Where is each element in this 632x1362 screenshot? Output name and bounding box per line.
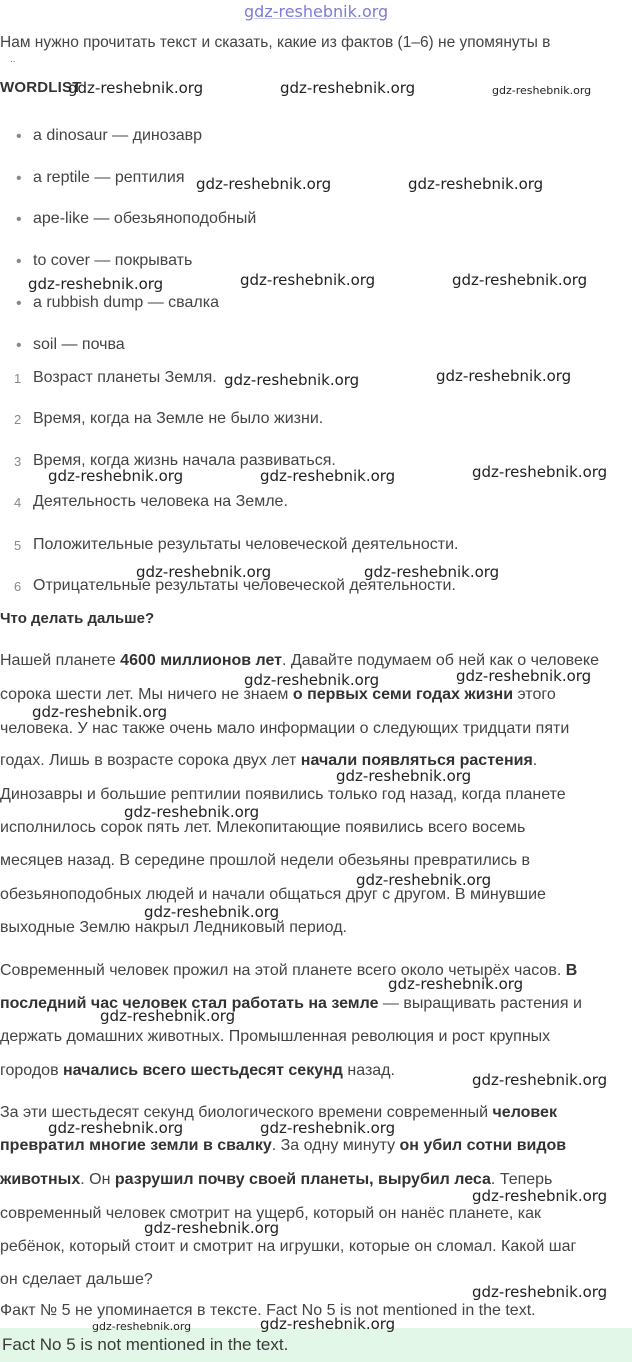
fact-number: 2 (14, 412, 22, 427)
watermark: gdz-reshebnik.org (224, 371, 360, 389)
text-line: обезьяноподобных людей и начали общаться друг с другом. В минувшие (0, 886, 546, 903)
watermark: gdz-reshebnik.org (456, 667, 592, 685)
watermark: gdz-reshebnik.org (472, 463, 608, 481)
text-line: выходные Землю накрыл Ледниковый период. (0, 919, 347, 936)
answer-line: Факт № 5 не упоминается в тексте. Fact No 5 is not mentioned in the text. (0, 1302, 536, 1319)
watermark: gdz-reshebnik.org (144, 903, 280, 921)
bullet-icon: • (16, 337, 22, 354)
section-heading: Что делать дальше? (0, 610, 155, 627)
watermark: gdz-reshebnik.org (260, 467, 396, 485)
fact-item: Деятельность человека на Земле. (33, 493, 288, 510)
watermark: gdz-reshebnik.org (244, 671, 380, 689)
text-line: ребёнок, который стоит и смотрит на игрушки, которые он сломал. Какой шаг (0, 1238, 577, 1255)
watermark: gdz-reshebnik.org (260, 1315, 396, 1333)
text-line: он сделает дальше? (0, 1271, 153, 1288)
wordlist-heading: WORDLIST (0, 79, 82, 96)
fact-number: 5 (14, 538, 22, 553)
wordlist-item: a rubbish dump — свалка (33, 294, 219, 311)
text-line: городов начались всего шестьдесят секунд назад. (0, 1062, 395, 1079)
text-line: превратил многие земли в свалку. За одну минуту он убил сотни видов (0, 1137, 567, 1154)
bullet-icon: • (16, 211, 22, 228)
fact-item: Отрицательные результаты человеческой деятельности. (33, 577, 456, 594)
answer-box (0, 1328, 632, 1362)
watermark: gdz-reshebnik.org (100, 1007, 236, 1025)
bullet-icon: • (16, 170, 22, 187)
task-intro: Нам нужно прочитать текст и сказать, какие из фактов (1–6) не упомянуты в (0, 34, 551, 51)
watermark: gdz-reshebnik.org (408, 175, 544, 193)
watermark: gdz-reshebnik.org (48, 467, 184, 485)
text-line: держать домашних животных. Промышленная революция и рост крупных (0, 1028, 551, 1045)
text-line: сорока шести лет. Мы ничего не знаем о первых семи годах жизни этого (0, 686, 556, 703)
watermark: gdz-reshebnik.org (492, 84, 592, 97)
bullet-icon: • (16, 128, 22, 145)
wordlist-item: soil — почва (33, 336, 125, 353)
text-line: Нашей планете 4600 миллионов лет. Давайте подумаем об ней как о человеке (0, 652, 599, 669)
text-line: За эти шестьдесят секунд биологического времени современный человек (0, 1104, 557, 1121)
fact-item: Возраст планеты Земля. (33, 369, 217, 386)
fact-number: 4 (14, 495, 22, 510)
watermark: gdz-reshebnik.org (436, 367, 572, 385)
watermark: gdz-reshebnik.org (260, 1119, 396, 1137)
answer-text: Fact No 5 is not mentioned in the text. (2, 1335, 289, 1354)
bullet-icon: • (16, 253, 22, 270)
text-line: Динозавры и большие рептилии появились только год назад, когда планете (0, 786, 566, 803)
watermark: gdz-reshebnik.org (124, 803, 260, 821)
watermark: gdz-reshebnik.org (136, 563, 272, 581)
text-line: последний час человек стал работать на земле — выращивать растения и (0, 995, 582, 1012)
intro-ellipsis: .. (10, 54, 16, 65)
bullet-icon: • (16, 295, 22, 312)
watermark: gdz-reshebnik.org (92, 1320, 192, 1333)
watermark: gdz-reshebnik.org (472, 1071, 608, 1089)
watermark: gdz-reshebnik.org (452, 271, 588, 289)
watermark: gdz-reshebnik.org (472, 1283, 608, 1301)
watermark: gdz-reshebnik.org (144, 1219, 280, 1237)
watermark: gdz-reshebnik.org (32, 703, 168, 721)
watermark: gdz-reshebnik.org (356, 871, 492, 889)
wordlist-item: a dinosaur — динозавр (33, 127, 203, 144)
text-line: Современный человек прожил на этой планете всего около четырёх часов. В (0, 962, 578, 979)
text-line: животных. Он разрушил почву своей планеты, вырубил леса. Теперь (0, 1171, 553, 1188)
text-line: годах. Лишь в возрасте сорока двух лет начали появляться растения. (0, 752, 538, 769)
text-line: человека. У нас также очень мало информации о следующих тридцати пяти (0, 720, 570, 737)
watermark: gdz-reshebnik.org (280, 79, 416, 97)
watermark: gdz-reshebnik.org (240, 271, 376, 289)
watermark: gdz-reshebnik.org (28, 275, 164, 293)
fact-number: 6 (14, 579, 22, 594)
fact-number: 1 (14, 371, 22, 386)
watermark: gdz-reshebnik.org (472, 1187, 608, 1205)
text-line: современный человек смотрит на ущерб, который он нанёс планете, как (0, 1205, 542, 1222)
text-line: месяцев назад. В середине прошлой недели обезьяны превратились в (0, 852, 530, 869)
wordlist-item: a reptile — рептилия (33, 169, 185, 186)
header-watermark-link[interactable]: gdz-reshebnik.org (244, 2, 389, 21)
watermark: gdz-reshebnik.org (68, 79, 204, 97)
watermark: gdz-reshebnik.org (336, 767, 472, 785)
fact-item: Время, когда на Земле не было жизни. (33, 410, 324, 427)
wordlist-item: to cover — покрывать (33, 252, 193, 269)
fact-number: 3 (14, 454, 22, 469)
fact-item: Время, когда жизнь начала развиваться. (33, 452, 336, 469)
watermark: gdz-reshebnik.org (364, 563, 500, 581)
wordlist-item: ape-like — обезьяноподобный (33, 210, 257, 227)
watermark: gdz-reshebnik.org (48, 1119, 184, 1137)
watermark: gdz-reshebnik.org (388, 975, 524, 993)
watermark: gdz-reshebnik.org (196, 175, 332, 193)
fact-item: Положительные результаты человеческой деятельности. (33, 536, 459, 553)
text-line: исполнилось сорок пять лет. Млекопитающие появились всего восемь (0, 819, 526, 836)
